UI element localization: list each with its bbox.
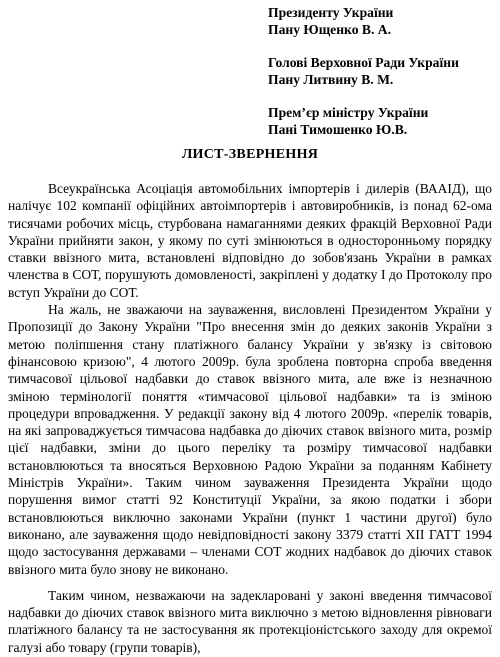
letter-title: ЛИСТ-ЗВЕРНЕННЯ: [181, 147, 319, 162]
addressee-title: Прем’єр міністру України: [268, 105, 429, 120]
addressee-title: Голові Верховної Ради України: [268, 55, 459, 70]
addressee-title: Президенту України: [268, 5, 394, 20]
body-paragraph: Таким чином, незважаючи на задекларовані у законі введення тимчасової надбавки до діючих ставок ввізного мита виключно з метою відновлення рівноваги платіжного балансу та не застосування як протекціоністського заходу для окремої галузі або товару (групи товарів),: [8, 587, 492, 655]
addressees-block: [268, 4, 498, 138]
addressee-name: Пану Литвину В. М.: [268, 72, 394, 87]
addressee-rada-head: [268, 54, 498, 88]
body-paragraph: Всеукраїнська Асоціація автомобільних імпортерів і дилерів (ВААІД), що налічує 102 компанії офіційних автоімпортерів і автовиробників, із понад 62-ома тисячами робочих місць, стурбована намаганнями деяких фракцій Верховної Ради України прийняти закон, у якому по суті змінюються в односторонньому порядку ставки ввізного мита, встановлені відповідно до зобов'язань України в рамках членства в СОТ, порушують домовленості, закріплені у додатку І до Протоколу про вступ України до СОТ.: [8, 181, 492, 300]
addressee-prime-minister: [268, 104, 498, 138]
addressee-name: Пану Ющенко В. А.: [268, 22, 391, 37]
addressee-name: Пані Тимошенко Ю.В.: [268, 122, 408, 137]
body-paragraph: На жаль, не зважаючи на зауваження, висловлені Президентом України у Пропозиції до Закону України "Про внесення змін до деяких законів України з метою поліпшення стану платіжного балансу України у зв'язку із світовою фінансовою кризою", 4 лютого 2009р. була зроблена повторна спроба введення тимчасової цільової надбавки до ставок ввізного мита, але вже із незначною зміною термінології поняття «тимчасової цільової надбавки» та із зміною процедури впровадження. У редакції закону від 4 лютого 2009р. «перелік товарів, на які запроваджується тимчасова надбавка до діючих ставок ввізного мита, розмір цієї надбавки, зміни до цього переліку та розміру тимчасової надбавки встановлюються та вносяться Верховною Радою України за поданням Кабінету Міністрів України». Таким чином зауваження Президента України щодо порушення вимог статті 92 Конституції України, за якою податки і збори встановлюються виключно законами України (пункт 1 частини другої) було виконано, але зауваження щодо невідповідності закону 3379 статті XII ГАТТ 1994 щодо застосування державами – членами СОТ жодних надбавок до діючих ставок ввізного мита було знову не виконано.: [8, 302, 492, 577]
addressee-president: [268, 4, 498, 38]
letter-body: [8, 180, 492, 656]
